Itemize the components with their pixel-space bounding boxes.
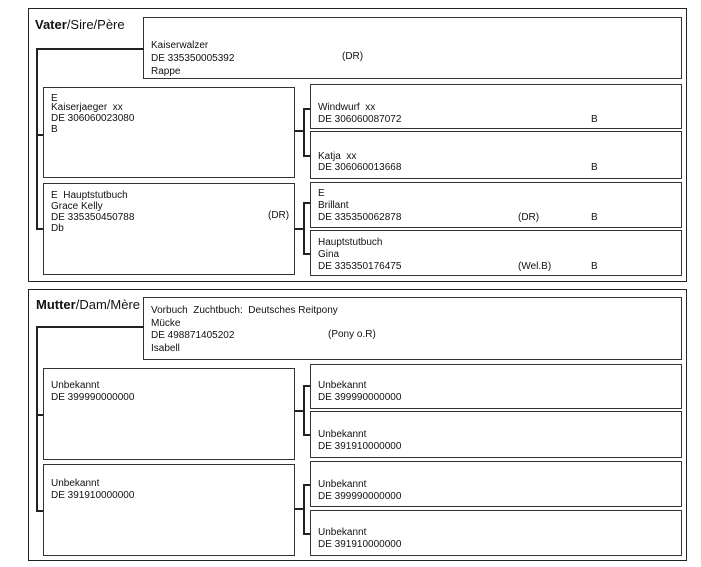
sire-gp2-bracket <box>303 202 305 254</box>
sire-ggp1-color: B <box>591 114 598 125</box>
sire-main-box <box>143 17 682 79</box>
sire-granddam-name: Grace Kelly <box>51 201 103 212</box>
dam-grandsire-id: DE 399990000000 <box>51 392 135 403</box>
dam-connector <box>36 326 144 328</box>
sire-ggp4-breed: (Wel.B) <box>518 261 552 272</box>
dam-grandsire-name: Unbekannt <box>51 380 100 391</box>
dam-gp1-bracket <box>303 385 305 435</box>
dam-ggp2-id: DE 391910000000 <box>318 441 402 452</box>
dam-ggp1-name: Unbekannt <box>318 380 367 391</box>
sire-ggp4-id: DE 335350176475 <box>318 261 402 272</box>
sire-ggp2-name: Katja xx <box>318 151 357 162</box>
sire-heading: Vater/Sire/Père <box>35 17 125 32</box>
sire-ggp2-color: B <box>591 162 598 173</box>
dam-ggp4-name: Unbekannt <box>318 527 367 538</box>
dam-heading: Mutter/Dam/Mère <box>36 297 141 312</box>
dam-id: DE 498871405202 <box>151 330 235 341</box>
sire-ggp3-prefix: E <box>318 188 325 199</box>
sire-name: Kaiserwalzer <box>151 40 209 51</box>
dam-granddam-id: DE 391910000000 <box>51 490 135 501</box>
sire-ggp4-prefix: Hauptstutbuch <box>318 237 383 248</box>
sire-granddam-color: Db <box>51 223 64 234</box>
sire-ggp2-id: DE 306060013668 <box>318 162 402 173</box>
sire-ggp4-name: Gina <box>318 249 340 260</box>
sire-gp1-bracket <box>303 108 305 156</box>
dam-prefix: Vorbuch Zuchtbuch: Deutsches Reitpony <box>151 305 338 316</box>
sire-grandsire-id: DE 306060023080 <box>51 113 135 124</box>
dam-granddam-name: Unbekannt <box>51 478 100 489</box>
sire-ggp3-name: Brillant <box>318 200 349 211</box>
sire-connector <box>36 48 144 50</box>
dam-ggp1-id: DE 399990000000 <box>318 392 402 403</box>
sire-breed: (DR) <box>342 51 364 62</box>
sire-granddam-id: DE 335350450788 <box>51 212 135 223</box>
sire-id: DE 335350005392 <box>151 53 235 64</box>
sire-color: Rappe <box>151 66 181 77</box>
dam-ggp4-id: DE 391910000000 <box>318 539 402 550</box>
sire-ggp1-name: Windwurf xx <box>318 102 376 113</box>
sire-grandsire-box <box>43 87 295 178</box>
dam-ggp3-name: Unbekannt <box>318 479 367 490</box>
dam-gp2-bracket <box>303 484 305 534</box>
sire-ggp4-color: B <box>591 261 598 272</box>
dam-connector-vertical <box>36 326 38 511</box>
sire-ggp3-id: DE 335350062878 <box>318 212 402 223</box>
sire-connector-vertical <box>36 48 38 229</box>
sire-ggp3-color: B <box>591 212 598 223</box>
sire-granddam-prefix: E Hauptstutbuch <box>51 190 128 201</box>
sire-ggp3-breed: (DR) <box>518 212 540 223</box>
dam-color: Isabell <box>151 343 180 354</box>
dam-name: Mücke <box>151 318 181 329</box>
sire-granddam-breed: (DR) <box>268 210 290 221</box>
sire-grandsire-name: Kaiserjaeger xx <box>51 102 123 113</box>
sire-grandsire-color: B <box>51 124 58 135</box>
dam-ggp3-id: DE 399990000000 <box>318 491 402 502</box>
sire-grandsire-prefix: E <box>51 93 58 104</box>
dam-ggp2-name: Unbekannt <box>318 429 367 440</box>
dam-breed: (Pony o.R) <box>328 329 376 340</box>
sire-ggp1-id: DE 306060087072 <box>318 114 402 125</box>
